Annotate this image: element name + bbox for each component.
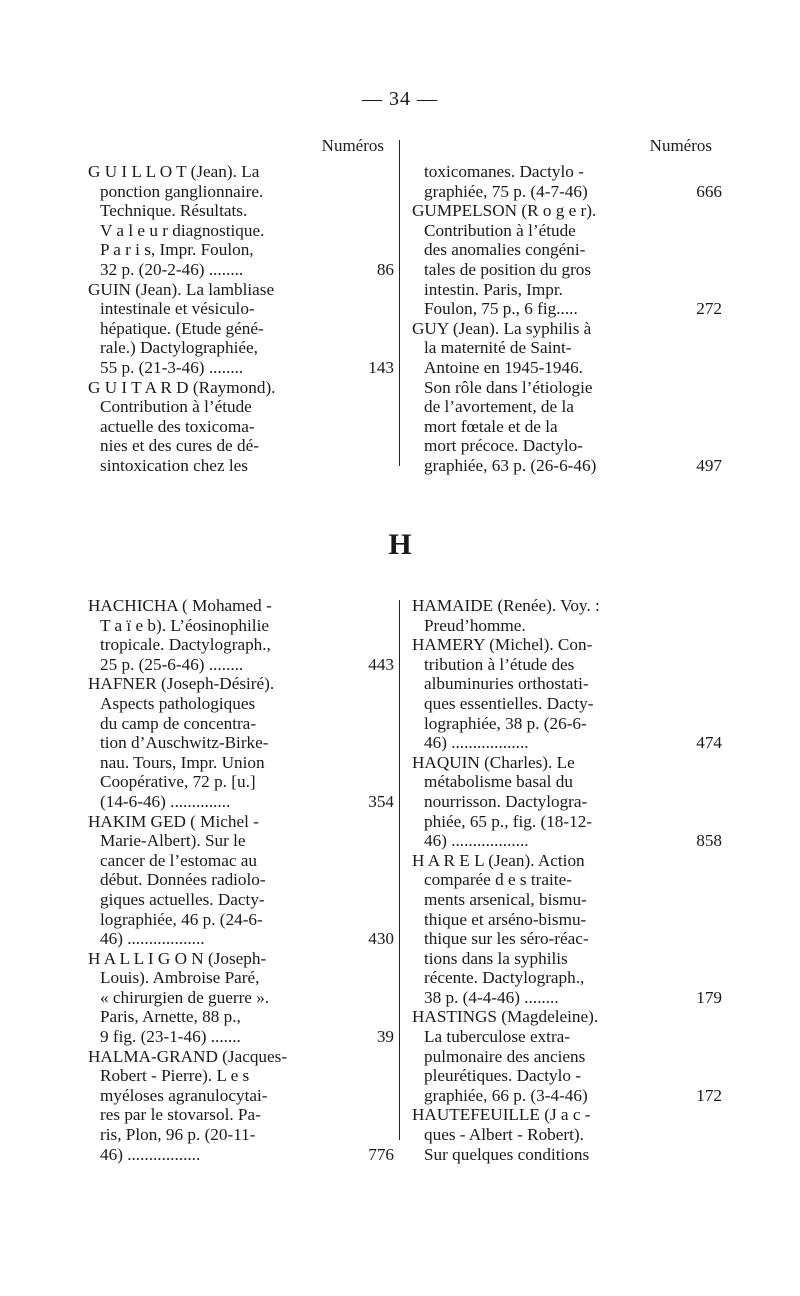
entry-text: HAMERY (Michel). Con- bbox=[412, 635, 593, 655]
entry-guitard-cont bbox=[412, 162, 722, 201]
entry-hamery bbox=[412, 635, 722, 753]
entry-text: nies et des cures de dé- bbox=[100, 436, 259, 456]
entry-text: nourrisson. Dactylogra- bbox=[424, 791, 588, 811]
entry-text: GUMPELSON (R o g e r). bbox=[412, 201, 597, 221]
entry-hachicha bbox=[88, 596, 394, 674]
entry-line bbox=[88, 694, 384, 714]
entry-text: 46) .................. bbox=[424, 733, 529, 753]
entry-line bbox=[88, 319, 384, 339]
entry-text: récente. Dactylograph., bbox=[424, 968, 585, 988]
entry-line bbox=[88, 299, 384, 319]
entry-line bbox=[412, 1047, 712, 1067]
entry-line bbox=[412, 851, 712, 871]
entry-text: albuminuries orthostati- bbox=[424, 674, 589, 694]
entry-line bbox=[412, 753, 712, 773]
entry-text: mort fœtale et de la bbox=[424, 416, 558, 436]
entry-line bbox=[88, 240, 384, 260]
entry-number: 430 bbox=[368, 929, 394, 949]
entry-number: 172 bbox=[696, 1085, 722, 1105]
entry-line bbox=[88, 988, 384, 1008]
entry-line bbox=[88, 1027, 394, 1047]
entry-hastings bbox=[412, 1007, 722, 1105]
entry-text: HAKIM GED ( Michel - bbox=[88, 811, 259, 831]
entry-line bbox=[412, 162, 712, 182]
entry-text: La tuberculose extra- bbox=[424, 1027, 571, 1047]
entry-text: Contribution à l’étude bbox=[100, 397, 252, 417]
entry-line bbox=[88, 280, 384, 300]
entry-text: « chirurgien de guerre ». bbox=[100, 987, 270, 1007]
entry-text: sintoxication chez les bbox=[100, 455, 248, 475]
entry-text: intestinale et vésiculo- bbox=[100, 299, 255, 319]
entry-text: GUIN (Jean). La lambliase bbox=[88, 279, 275, 299]
column-bottom-left bbox=[88, 596, 394, 1164]
entry-line bbox=[88, 1047, 384, 1067]
entry-line bbox=[412, 319, 712, 339]
entry-text: Son rôle dans l’étiologie bbox=[424, 377, 593, 397]
entry-line bbox=[88, 654, 394, 675]
entry-guillot bbox=[88, 162, 394, 280]
column-bottom-right bbox=[412, 596, 722, 1164]
entry-text: 55 p. (21-3-46) ........ bbox=[100, 357, 244, 377]
entry-hautefeuille bbox=[412, 1105, 712, 1164]
entry-text: HALMA-GRAND (Jacques- bbox=[88, 1046, 288, 1066]
entry-text: GUY (Jean). La syphilis à bbox=[412, 318, 592, 338]
entry-hamaide bbox=[412, 596, 712, 635]
entry-line bbox=[88, 616, 384, 636]
entry-line bbox=[412, 674, 712, 694]
entry-line bbox=[412, 772, 712, 792]
entry-line bbox=[412, 1125, 712, 1145]
entry-number: 143 bbox=[368, 357, 394, 377]
entry-line bbox=[88, 357, 394, 378]
entry-line bbox=[412, 694, 712, 714]
entry-text: 46) .................. bbox=[424, 831, 529, 851]
entry-line bbox=[88, 949, 384, 969]
entry-text: ponction ganglionnaire. bbox=[100, 181, 264, 201]
entry-line bbox=[88, 851, 384, 871]
entry-text: Sur quelques conditions bbox=[424, 1144, 590, 1164]
entry-line bbox=[88, 1105, 384, 1125]
entry-text: mort précoce. Dactylo- bbox=[424, 436, 583, 456]
entry-gumpelson bbox=[412, 201, 722, 319]
entry-text: hépatique. (Etude géné- bbox=[100, 318, 264, 338]
entry-line bbox=[412, 338, 712, 358]
entry-text: pleurétiques. Dactylo - bbox=[424, 1066, 582, 1086]
entry-number: 666 bbox=[696, 181, 722, 201]
column-divider-bottom bbox=[399, 600, 400, 1140]
entry-line bbox=[412, 436, 712, 456]
entry-text: HAUTEFEUILLE (J a c - bbox=[412, 1105, 591, 1125]
entry-guitard bbox=[88, 378, 384, 476]
entry-line bbox=[88, 635, 384, 655]
entry-guin bbox=[88, 279, 394, 378]
entry-text: Aspects pathologiques bbox=[100, 693, 256, 713]
entry-line bbox=[88, 259, 394, 280]
entry-text: tion d’Auschwitz-Birke- bbox=[100, 733, 269, 753]
entry-text: 25 p. (25-6-46) ........ bbox=[100, 654, 244, 674]
entry-line bbox=[88, 182, 384, 202]
entry-text: HAFNER (Joseph-Désiré). bbox=[88, 674, 275, 694]
entry-text: graphiée, 75 p. (4-7-46) bbox=[424, 181, 588, 201]
entry-line bbox=[88, 753, 384, 773]
entry-line bbox=[412, 417, 712, 437]
column-top-left bbox=[88, 136, 394, 476]
entry-line bbox=[412, 635, 712, 655]
entry-line bbox=[88, 1086, 384, 1106]
entry-text: G U I T A R D (Raymond). bbox=[88, 377, 276, 397]
entry-text: pulmonaire des anciens bbox=[424, 1046, 586, 1066]
entry-text: ris, Plon, 96 p. (20-11- bbox=[100, 1125, 256, 1145]
section-letter-heading: H bbox=[388, 528, 412, 561]
entry-haquin bbox=[412, 752, 722, 851]
entry-line bbox=[412, 378, 712, 398]
entry-line bbox=[88, 596, 384, 616]
entry-number: 474 bbox=[696, 733, 722, 753]
column-divider-top bbox=[399, 140, 400, 466]
entry-text: Louis). Ambroise Paré, bbox=[100, 968, 260, 988]
entry-text: Preud’homme. bbox=[424, 615, 526, 635]
entry-hakim bbox=[88, 811, 394, 949]
entry-line bbox=[412, 181, 722, 202]
entry-text: 46) .................. bbox=[100, 929, 205, 949]
entry-text: Technique. Résultats. bbox=[100, 201, 248, 221]
entry-text: Marie-Albert). Sur le bbox=[100, 831, 246, 851]
entry-line bbox=[88, 378, 384, 398]
entry-text: ments arsenical, bismu- bbox=[424, 889, 587, 909]
entry-text: ques essentielles. Dacty- bbox=[424, 693, 594, 713]
entry-text: rale.) Dactylographiée, bbox=[100, 338, 258, 358]
entry-line bbox=[88, 1144, 394, 1165]
entry-number: 272 bbox=[696, 299, 722, 319]
entry-line bbox=[412, 655, 712, 675]
entry-line bbox=[88, 910, 384, 930]
entry-text: des anomalies congéni- bbox=[424, 240, 586, 260]
entry-line bbox=[412, 280, 712, 300]
entry-text: actuelle des toxicoma- bbox=[100, 416, 255, 436]
entry-line bbox=[412, 201, 712, 221]
entry-text: Coopérative, 72 p. [u.] bbox=[100, 772, 256, 792]
entry-text: nau. Tours, Impr. Union bbox=[100, 752, 265, 772]
entry-line bbox=[412, 812, 712, 832]
entry-text: 38 p. (4-4-46) ........ bbox=[424, 987, 559, 1007]
entry-text: toxicomanes. Dactylo - bbox=[424, 162, 584, 181]
entry-line bbox=[88, 162, 384, 182]
entry-line bbox=[412, 910, 712, 930]
entry-line bbox=[412, 221, 712, 241]
entry-line bbox=[88, 968, 384, 988]
entry-text: graphiée, 63 p. (26-6-46) bbox=[424, 455, 597, 475]
entry-text: 32 p. (20-2-46) ........ bbox=[100, 259, 244, 279]
entry-text: Paris, Arnette, 88 p., bbox=[100, 1007, 241, 1027]
entry-text: cancer de l’estomac au bbox=[100, 850, 257, 870]
entry-text: tions dans la syphilis bbox=[424, 948, 568, 968]
entry-text: H A R E L (Jean). Action bbox=[412, 850, 585, 870]
entry-line bbox=[412, 455, 722, 476]
entry-line bbox=[412, 1007, 712, 1027]
entry-line bbox=[88, 929, 394, 949]
entry-halma-grand bbox=[88, 1046, 394, 1165]
entry-guy bbox=[412, 318, 722, 476]
entry-text: thique et arséno-bismu- bbox=[424, 909, 587, 929]
entry-line bbox=[412, 1105, 712, 1125]
entry-text: tropicale. Dactylograph., bbox=[100, 635, 271, 655]
entry-text: du camp de concentra- bbox=[100, 713, 257, 733]
entry-text: V a l e u r diagnostique. bbox=[100, 220, 265, 240]
entry-line bbox=[88, 791, 394, 812]
entry-text: lographiée, 46 p. (24-6- bbox=[100, 909, 263, 929]
entry-text: phiée, 65 p., fig. (18-12- bbox=[424, 811, 593, 831]
entry-line bbox=[412, 240, 712, 260]
entry-text: ques - Albert - Robert). bbox=[424, 1125, 584, 1145]
entry-text: (14-6-46) .............. bbox=[100, 791, 231, 811]
entry-text: Antoine en 1945-1946. bbox=[424, 357, 583, 377]
entry-halligon bbox=[88, 948, 394, 1047]
entry-text: la maternité de Saint- bbox=[424, 338, 572, 358]
entry-line bbox=[412, 358, 712, 378]
entry-line bbox=[412, 792, 712, 812]
entry-line bbox=[412, 397, 712, 417]
entry-text: graphiée, 66 p. (3-4-46) bbox=[424, 1085, 588, 1105]
entry-line bbox=[412, 714, 712, 734]
entry-line bbox=[412, 831, 722, 851]
entry-text: lographiée, 38 p. (26-6- bbox=[424, 713, 587, 733]
entry-line bbox=[412, 890, 712, 910]
entry-hafner bbox=[88, 674, 394, 811]
entry-text: G U I L L O T (Jean). La bbox=[88, 162, 260, 181]
entry-number: 86 bbox=[376, 259, 394, 279]
entry-line bbox=[412, 299, 722, 319]
entry-line bbox=[412, 949, 712, 969]
entry-line bbox=[88, 831, 384, 851]
entry-line bbox=[412, 987, 722, 1008]
entry-line bbox=[88, 733, 384, 753]
entry-line bbox=[412, 1145, 712, 1165]
entry-text: comparée d e s traite- bbox=[424, 870, 572, 890]
entry-harel bbox=[412, 850, 722, 1008]
entry-line bbox=[88, 714, 384, 734]
entry-line bbox=[88, 201, 384, 221]
entry-line bbox=[88, 417, 384, 437]
entry-text: myéloses agranulocytai- bbox=[100, 1085, 268, 1105]
entry-line bbox=[88, 812, 384, 832]
entry-text: 46) ................. bbox=[100, 1144, 201, 1164]
entry-text: de l’avortement, de la bbox=[424, 397, 574, 417]
entry-line bbox=[88, 221, 384, 241]
entry-line bbox=[88, 890, 384, 910]
entry-text: intestin. Paris, Impr. bbox=[424, 279, 563, 299]
entry-line bbox=[88, 870, 384, 890]
entry-text: 9 fig. (23-1-46) ....... bbox=[100, 1027, 241, 1047]
entry-number: 497 bbox=[696, 455, 722, 475]
page-number: — 34 — bbox=[362, 88, 438, 110]
entry-text: H A L L I G O N (Joseph- bbox=[88, 948, 267, 968]
entry-text: T a ï e b). L’éosinophilie bbox=[100, 615, 269, 635]
entry-line bbox=[412, 596, 712, 616]
entry-line bbox=[88, 436, 384, 456]
entry-number: 443 bbox=[368, 654, 394, 674]
entry-text: Robert - Pierre). L e s bbox=[100, 1066, 250, 1086]
entry-text: HAQUIN (Charles). Le bbox=[412, 752, 575, 772]
entry-number: 354 bbox=[368, 791, 394, 811]
entry-text: métabolisme basal du bbox=[424, 772, 573, 792]
entry-line bbox=[88, 674, 384, 694]
column-heading-right: Numéros bbox=[649, 136, 712, 155]
entry-text: res par le stovarsol. Pa- bbox=[100, 1105, 261, 1125]
entry-line bbox=[88, 456, 384, 476]
entry-line bbox=[412, 929, 712, 949]
entry-line bbox=[88, 397, 384, 417]
entry-line bbox=[412, 1066, 712, 1086]
entry-line bbox=[88, 1007, 384, 1027]
entry-text: thique sur les séro-réac- bbox=[424, 929, 589, 949]
entry-text: HACHICHA ( Mohamed - bbox=[88, 596, 272, 615]
entry-line bbox=[88, 338, 384, 358]
entry-number: 776 bbox=[368, 1144, 394, 1164]
entry-line bbox=[412, 616, 712, 636]
entry-text: Foulon, 75 p., 6 fig..... bbox=[424, 299, 578, 319]
entry-text: HASTINGS (Magdeleine). bbox=[412, 1007, 599, 1027]
entry-number: 858 bbox=[696, 831, 722, 851]
entry-text: giques actuelles. Dacty- bbox=[100, 889, 265, 909]
entry-text: début. Données radiolo- bbox=[100, 870, 266, 890]
entry-text: tales de position du gros bbox=[424, 259, 592, 279]
entry-text: P a r i s, Impr. Foulon, bbox=[100, 240, 254, 260]
entry-line bbox=[412, 733, 722, 753]
entry-line bbox=[412, 870, 712, 890]
column-top-right bbox=[412, 136, 722, 476]
entry-line bbox=[88, 1066, 384, 1086]
entry-number: 179 bbox=[696, 987, 722, 1007]
entry-text: HAMAIDE (Renée). Voy. : bbox=[412, 596, 600, 615]
entry-text: tribution à l’étude des bbox=[424, 654, 575, 674]
entry-line bbox=[412, 260, 712, 280]
entry-number: 39 bbox=[376, 1027, 394, 1047]
column-heading-left: Numéros bbox=[321, 136, 384, 155]
entry-line bbox=[412, 1085, 722, 1106]
entry-line bbox=[412, 968, 712, 988]
entry-line bbox=[88, 772, 384, 792]
entry-line bbox=[412, 1027, 712, 1047]
entry-line bbox=[88, 1125, 384, 1145]
entry-text: Contribution à l’étude bbox=[424, 220, 576, 240]
